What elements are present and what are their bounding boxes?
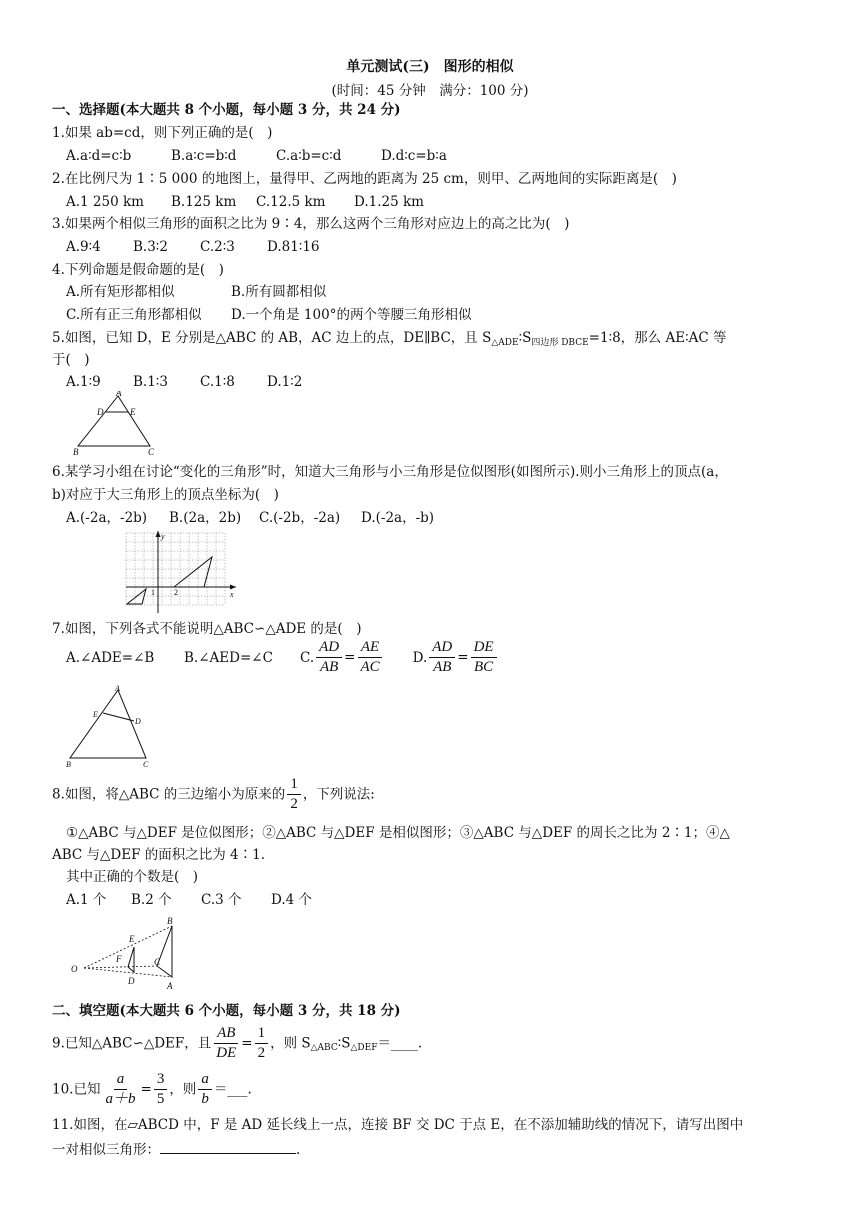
q7-d-num1: AD	[429, 638, 455, 658]
q10-frac1-den: a＋b	[105, 1091, 136, 1107]
q6-option-c: C.(-2b，-2a)	[259, 510, 341, 526]
q7-stem: 7.如图，下列各式不能说明△ABC∽△ADE 的是( )	[52, 621, 362, 637]
q10-frac2-den: 5	[156, 1091, 165, 1107]
q10-frac3	[198, 1070, 212, 1109]
q6-label-y: y	[161, 532, 165, 541]
section2-heading: 二、填空题(本大题共 6 个小题，每小题 3 分，共 18 分)	[52, 1003, 401, 1019]
q6-options	[66, 509, 434, 527]
q6-option-d: D.(-2a，-b)	[361, 510, 435, 526]
q7-option-a: A.∠ADE=∠B	[66, 649, 155, 666]
q9-equals: =	[241, 1035, 253, 1052]
q4-stem: 4.下列命题是假命题的是( )	[52, 262, 224, 278]
q10-stem-b: ，则	[169, 1081, 197, 1098]
q6-stem-b: b)对应于大三角形上的顶点坐标为( )	[52, 487, 279, 503]
q4-option-b: B.所有圆都相似	[231, 284, 327, 300]
q8-stem	[52, 775, 375, 814]
q8-option-c: C.3 个	[201, 892, 242, 908]
q8-frac	[287, 775, 301, 814]
q7-c-num2: AE	[358, 638, 382, 658]
q5-stem	[52, 329, 726, 352]
q7-c-equals: =	[344, 649, 356, 666]
q1-options	[66, 147, 447, 165]
q7-d-num2: DE	[471, 638, 497, 658]
q2-option-a: A.1 250 km	[66, 194, 144, 210]
q7-figure	[64, 684, 164, 770]
q9-stem-c: ∶S	[337, 1035, 351, 1052]
q2-options	[66, 193, 424, 211]
q4-option-d: D.一个角是 100°的两个等腰三角形相似	[231, 307, 472, 323]
q6-figure	[124, 531, 244, 617]
q9-frac2-den: 2	[257, 1045, 266, 1061]
q10-stem-c: ＝___.	[213, 1081, 252, 1098]
q8-label-c: C	[154, 957, 161, 967]
q9-frac2	[255, 1024, 269, 1063]
q3-option-d: D.81∶16	[267, 239, 320, 255]
q5-option-b: B.1∶3	[133, 374, 168, 390]
q4-options-row1	[66, 283, 326, 301]
q7-d-equals: =	[457, 649, 469, 666]
q11-line1: 11.如图，在▱ABCD 中，F 是 AD 延长线上一点，连接 BF 交 DC 于点 E，在不添加辅助线的情况下，请写出图中	[52, 1117, 744, 1133]
q7-d-den1: AB	[433, 659, 452, 675]
q8-figure	[66, 912, 186, 992]
q5-stem-c: =1∶8，那么 AE∶AC 等	[588, 330, 727, 346]
q6-option-b: B.(2a，2b)	[169, 510, 242, 526]
q5-stem-a: 5.如图，已知 D，E 分别是△ABC 的 AB，AC 边上的点，DE∥BC，且 S	[52, 330, 492, 346]
q5-stem-b: ∶S	[518, 330, 532, 346]
q8-stem-a: 8.如图，将△ABC 的三边缩小为原来的	[52, 786, 286, 803]
q7-c-frac-right	[357, 638, 382, 677]
q10-equals: =	[140, 1081, 152, 1098]
q1-option-d: D.d∶c=b∶a	[381, 148, 447, 164]
q4-options-row2	[66, 306, 471, 324]
q9-stem-a: 9.已知△ABC∽△DEF，且	[52, 1035, 212, 1052]
q2-option-c: C.12.5 km	[256, 194, 326, 210]
q1-option-b: B.a∶c=b∶d	[171, 148, 237, 164]
q9-sub1: △ABC	[310, 1043, 338, 1053]
page-subtitle: (时间：45 分钟 满分：100 分)	[331, 83, 529, 99]
q11-line2: 一对相似三角形： .	[52, 1139, 300, 1159]
q10-frac1	[102, 1070, 138, 1109]
q7-options	[66, 638, 499, 677]
q5-sub1: △ADE	[491, 338, 519, 348]
q8-label-o: O	[71, 964, 78, 974]
q10-frac2	[154, 1070, 168, 1109]
q9-frac1	[213, 1024, 239, 1063]
q1-option-c: C.a∶b=c∶d	[276, 148, 342, 164]
q9-frac1-den: DE	[216, 1045, 237, 1061]
q8-option-a: A.1 个	[66, 892, 107, 908]
q5-sub2: 四边形 DBCE	[531, 338, 589, 348]
q1-stem: 1.如果 ab=cd，则下列正确的是( )	[52, 125, 273, 141]
q7-option-d-label: D.	[412, 649, 428, 666]
q9-frac1-num: AB	[214, 1024, 238, 1044]
q10-frac3-den: b	[201, 1091, 209, 1107]
q2-stem: 2.在比例尺为 1∶5 000 的地图上，量得甲、乙两地的距离为 25 cm，则甲、乙两地间的实际距离是( )	[52, 171, 677, 187]
page-title: 单元测试(三) 图形的相似	[346, 59, 514, 75]
q3-option-c: C.2∶3	[200, 239, 235, 255]
q7-label-a: A	[115, 684, 120, 693]
q8-label-d: D	[128, 976, 135, 986]
q5-stem-d: 于( )	[52, 352, 90, 368]
q9-frac2-num: 1	[255, 1024, 269, 1044]
q7-option-b: B.∠AED=∠C	[184, 649, 273, 666]
q7-c-den2: AC	[360, 659, 380, 675]
q9-stem-d: ＝____.	[377, 1035, 423, 1052]
q10-stem-a: 10.已知	[52, 1081, 101, 1098]
q8-option-b: B.2 个	[131, 892, 172, 908]
q9-stem-b: ，则 S	[270, 1035, 311, 1052]
q3-options	[66, 238, 320, 256]
q6-label-x: x	[230, 590, 234, 599]
q5-label-e: E	[130, 407, 136, 417]
q10-frac2-num: 3	[154, 1070, 168, 1090]
q8-line2: ①△ABC 与△DEF 是位似图形；②△ABC 与△DEF 是相似图形；③△ABC 与△DEF 的周长之比为 2∶1；④△	[66, 825, 730, 841]
q5-figure	[66, 391, 166, 457]
q6-label-1: 1	[151, 588, 155, 597]
q2-option-b: B.125 km	[171, 194, 237, 210]
q8-frac-den: 2	[290, 796, 298, 812]
q1-option-a: A.a∶d=c∶b	[66, 148, 132, 164]
q7-label-d: D	[135, 717, 141, 726]
q11-answer-blank[interactable]	[160, 1139, 296, 1154]
q8-label-e: E	[129, 934, 135, 944]
q5-label-a: A	[116, 391, 122, 398]
q5-options	[66, 373, 302, 391]
q7-label-b: B	[66, 760, 71, 769]
q7-c-den1: AB	[319, 659, 339, 675]
q8-option-d: D.4 个	[271, 892, 313, 908]
q2-option-d: D.1.25 km	[354, 194, 424, 210]
q7-d-den2: BC	[473, 659, 494, 675]
q5-label-d: D	[97, 407, 104, 417]
q8-frac-num: 1	[287, 775, 301, 795]
q8-line3: ABC 与△DEF 的面积之比为 4∶1.	[52, 847, 266, 863]
q10-frac3-num: a	[198, 1070, 212, 1090]
q6-label-2: 2	[174, 588, 178, 597]
q8-options	[66, 891, 312, 909]
q11-line2-text: 一对相似三角形：	[52, 1142, 160, 1158]
q7-label-c: C	[143, 760, 149, 769]
q10-frac1-num: a	[114, 1070, 128, 1090]
q3-option-a: A.9∶4	[66, 239, 101, 255]
q7-c-num1: AD	[316, 638, 342, 658]
q5-label-b: B	[73, 447, 79, 457]
q3-stem: 3.如果两个相似三角形的面积之比为 9∶4，那么这两个三角形对应边上的高之比为( )	[52, 216, 570, 232]
q5-option-c: C.1∶8	[200, 374, 235, 390]
q5-option-a: A.1∶9	[66, 374, 101, 390]
q5-label-c: C	[148, 447, 155, 457]
q5-option-d: D.1∶2	[267, 374, 303, 390]
q10-stem	[52, 1070, 252, 1109]
q6-option-a: A.(-2a，-2b)	[66, 510, 148, 526]
q7-label-e: E	[93, 710, 98, 719]
q8-label-f: F	[116, 954, 122, 964]
q9-sub2: △DEF	[350, 1043, 378, 1053]
q9-stem	[52, 1024, 422, 1063]
q6-stem-a: 6.某学习小组在讨论“变化的三角形”时，知道大三角形与小三角形是位似图形(如图所示).则小三角形上的顶点(a，	[52, 464, 728, 480]
section1-heading: 一、选择题(本大题共 8 个小题，每小题 3 分，共 24 分)	[52, 102, 401, 118]
q7-c-frac-left	[316, 638, 342, 677]
q7-d-frac-left	[429, 638, 455, 677]
q4-option-a: A.所有矩形都相似	[66, 284, 175, 300]
q8-label-a: A	[167, 981, 173, 991]
q3-option-b: B.3∶2	[133, 239, 168, 255]
q7-d-frac-right	[471, 638, 497, 677]
q8-line4: 其中正确的个数是( )	[66, 869, 199, 885]
q8-stem-b: ，下列说法:	[302, 786, 375, 803]
q4-option-c: C.所有正三角形都相似	[66, 307, 202, 323]
q8-label-b: B	[167, 916, 173, 926]
q7-option-c-label: C.	[300, 649, 315, 666]
